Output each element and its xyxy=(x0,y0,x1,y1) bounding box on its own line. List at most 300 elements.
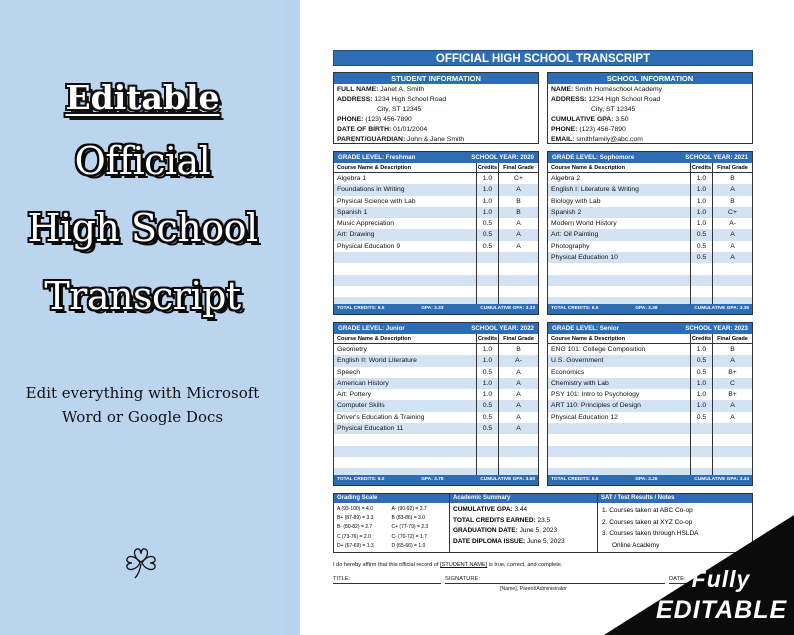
grade-block-heading xyxy=(334,323,538,334)
student-parent-label: PARENT/GUARDIAN: xyxy=(337,135,406,143)
promo-subtitle-line-1: Edit everything with Microsoft xyxy=(25,384,260,402)
course-grade: A xyxy=(516,242,521,250)
school-phone-label: PHONE: xyxy=(551,125,578,133)
grade-column-header: Final Grade xyxy=(717,336,748,342)
student-name xyxy=(337,85,535,95)
course-grade: B xyxy=(730,175,735,182)
course-name: Speech xyxy=(334,367,477,378)
school-address-line-1: 1234 High School Road xyxy=(588,95,661,103)
course-grade xyxy=(499,286,538,297)
course-row xyxy=(548,446,752,457)
course-name: Spanish 1 xyxy=(334,207,477,218)
course-row xyxy=(548,275,752,286)
summary-graduation-value: June 5, 2023 xyxy=(519,527,558,535)
course-credits: 1.0 xyxy=(477,355,499,366)
course-name: Photography xyxy=(548,241,691,252)
term-gpa: GPA: 3.78 xyxy=(421,477,444,482)
credits-column-header: Credits xyxy=(691,336,712,342)
date-label: DATE: xyxy=(669,576,686,582)
course-row xyxy=(548,173,752,184)
promo-subtitle xyxy=(0,381,285,429)
signer-name: [Name], Parent/Administrator xyxy=(500,586,567,592)
course-list xyxy=(548,173,752,309)
course-table-header xyxy=(548,163,752,173)
course-grade: A xyxy=(730,413,735,421)
grading-scale-left xyxy=(337,505,392,551)
school-gpa-label: CUMULATIVE GPA: xyxy=(551,115,614,123)
course-grade xyxy=(499,263,538,274)
course-name: ENG 101: College Composition xyxy=(548,344,691,355)
school-email-label: EMAIL: xyxy=(551,135,575,143)
grade-column-header: Final Grade xyxy=(503,336,534,342)
course-row xyxy=(334,423,538,434)
promo-title-line-1: Official xyxy=(74,139,211,183)
course-name: Physical Education 10 xyxy=(548,252,691,263)
grading-scale-box xyxy=(334,494,450,552)
course-credits: 0.5 xyxy=(691,367,713,378)
course-name: Economics xyxy=(548,367,691,378)
student-info-lines xyxy=(334,84,538,145)
academic-summary-lines xyxy=(450,503,597,549)
scale-entry: A- (90-92) = 3.7 xyxy=(391,506,427,512)
course-credits xyxy=(691,423,713,434)
course-credits: 0.5 xyxy=(691,355,713,366)
grade-block-heading xyxy=(334,152,538,163)
course-credits: 1.0 xyxy=(691,400,713,411)
student-name-label: FULL NAME: xyxy=(337,86,379,93)
course-grade xyxy=(713,286,752,297)
course-grade xyxy=(499,252,538,263)
course-grade xyxy=(499,457,538,468)
school-info-box xyxy=(547,72,753,144)
total-credits: TOTAL CREDITS: 6.5 xyxy=(551,306,599,311)
course-row xyxy=(334,275,538,286)
course-name: Modern World History xyxy=(548,218,691,229)
summary-credits-value: 23.5 xyxy=(537,516,551,524)
course-credits: 1.0 xyxy=(691,173,713,184)
term-gpa: GPA: 3.33 xyxy=(421,306,444,311)
course-row xyxy=(334,355,538,366)
promo-title-line-2: High School xyxy=(27,206,258,250)
course-credits: 1.0 xyxy=(691,207,713,218)
student-info-box xyxy=(333,72,539,144)
course-name: ART 110: Principles of Design xyxy=(548,400,691,411)
course-name xyxy=(548,446,691,457)
note-item: 2. Courses taken at XYZ Co-op xyxy=(602,518,693,526)
course-grade: B xyxy=(730,197,735,205)
course-grade xyxy=(499,446,538,457)
student-parent xyxy=(337,135,535,145)
course-column-header: Course Name & Description xyxy=(548,334,691,343)
affirmation-text-end: is true, correct, and complete. xyxy=(488,562,563,568)
grading-scale-list xyxy=(334,503,449,553)
grade-block-heading xyxy=(548,323,752,334)
grading-scale-heading: Grading Scale xyxy=(334,494,449,503)
course-grade xyxy=(499,275,538,286)
course-credits xyxy=(691,457,713,468)
total-credits: TOTAL CREDITS: 5.5 xyxy=(551,477,599,482)
course-grade xyxy=(713,275,752,286)
course-name xyxy=(334,286,477,297)
course-row xyxy=(548,355,752,366)
student-phone-label: PHONE: xyxy=(337,115,364,123)
promo-subtitle-line-2: Word or Google Docs xyxy=(61,408,224,426)
course-row xyxy=(548,389,752,400)
course-credits: 0.5 xyxy=(477,241,499,252)
course-row xyxy=(334,241,538,252)
student-phone-value: (123) 456-7890 xyxy=(365,115,412,123)
course-grade: A xyxy=(730,242,735,250)
school-year: SCHOOL YEAR: 2020 xyxy=(471,154,534,161)
title-label: TITLE: xyxy=(333,576,351,582)
course-grade: A xyxy=(516,368,521,376)
grade-block xyxy=(547,322,753,486)
course-grade: B+ xyxy=(728,391,737,399)
course-row xyxy=(548,229,752,240)
school-name xyxy=(551,85,749,95)
course-credits: 0.5 xyxy=(477,423,499,434)
cumulative-gpa: CUMULATIVE GPA: 3.44 xyxy=(694,477,749,482)
course-grade: A- xyxy=(729,220,736,228)
transcript-document xyxy=(333,50,753,592)
course-name: Physical Education 12 xyxy=(548,412,691,423)
course-credits: 1.0 xyxy=(691,389,713,400)
promo-title-line-3: Transcript xyxy=(44,274,241,318)
cumulative-gpa: CUMULATIVE GPA: 3.36 xyxy=(694,306,749,311)
grade-level: GRADE LEVEL: Senior xyxy=(552,325,620,332)
course-credits: 0.5 xyxy=(477,218,499,229)
course-grade: C xyxy=(730,379,735,387)
course-credits xyxy=(477,275,499,286)
school-gpa xyxy=(551,115,749,125)
course-credits: 1.0 xyxy=(477,344,499,355)
course-row xyxy=(334,286,538,297)
grade-row-bottom xyxy=(333,322,753,486)
school-address xyxy=(551,95,749,105)
summary-gpa-label: CUMULATIVE GPA: xyxy=(453,506,513,513)
school-name-label: NAME: xyxy=(551,86,574,93)
course-table-header xyxy=(548,334,752,344)
course-row xyxy=(334,389,538,400)
note-item: 1. Courses taken at ABC Co-op xyxy=(602,507,693,514)
course-credits: 0.5 xyxy=(691,412,713,423)
course-name xyxy=(334,457,477,468)
course-grade: A xyxy=(516,231,521,239)
course-column-header: Course Name & Description xyxy=(548,163,691,172)
editable-ribbon xyxy=(604,515,794,635)
summary-diploma xyxy=(453,537,594,548)
course-row xyxy=(548,252,752,263)
course-row xyxy=(548,412,752,423)
course-name: Foundations in Writing xyxy=(334,184,477,195)
note-item: 3. Courses taken through HSLDA xyxy=(602,530,699,538)
course-row xyxy=(548,423,752,434)
affirmation-student-name: [STUDENT NAME] xyxy=(440,562,488,568)
course-row xyxy=(334,446,538,457)
summary-credits xyxy=(453,516,594,527)
school-year: SCHOOL YEAR: 2022 xyxy=(471,325,534,332)
scale-entry: C+ (77-79) = 2.3 xyxy=(391,524,429,531)
school-gpa-value: 3.50 xyxy=(615,115,629,123)
grade-level: GRADE LEVEL: Freshman xyxy=(338,154,416,161)
cumulative-gpa: CUMULATIVE GPA: 3.33 xyxy=(480,306,535,311)
course-credits: 1.0 xyxy=(691,196,713,207)
summary-diploma-label: DATE DIPLOMA ISSUE: xyxy=(453,537,526,545)
student-info-heading: STUDENT INFORMATION xyxy=(334,73,538,84)
course-credits: 0.5 xyxy=(691,252,713,263)
course-grade xyxy=(713,434,752,445)
school-year: SCHOOL YEAR: 2023 xyxy=(685,325,748,332)
scale-entry: D+ (67-69) = 1.3 xyxy=(337,542,374,549)
course-row xyxy=(548,207,752,218)
course-credits xyxy=(477,434,499,445)
grade-block xyxy=(547,151,753,315)
grade-block xyxy=(333,322,539,486)
course-credits: 1.0 xyxy=(477,389,499,400)
course-name: English I: Literature & Writing xyxy=(548,184,691,195)
course-name: Algebra 1 xyxy=(334,173,477,184)
school-year: SCHOOL YEAR: 2021 xyxy=(685,154,748,161)
course-name: Biology with Lab xyxy=(548,196,691,207)
course-table-header xyxy=(334,163,538,173)
info-section xyxy=(333,72,753,144)
course-name xyxy=(334,275,477,286)
course-row xyxy=(334,263,538,274)
course-name: Algebra 2 xyxy=(548,173,691,184)
course-row xyxy=(334,173,538,184)
summary-graduation xyxy=(453,526,594,537)
summary-graduation-label: GRADUATION DATE: xyxy=(453,527,518,535)
school-email xyxy=(551,135,749,145)
course-grade: A xyxy=(516,413,521,421)
academic-summary-heading: Academic Summary xyxy=(450,494,597,503)
student-address-label: ADDRESS: xyxy=(337,95,373,103)
course-name xyxy=(548,423,691,434)
course-grade: B+ xyxy=(728,368,737,376)
grade-level: GRADE LEVEL: Junior xyxy=(338,325,405,332)
course-grade: B xyxy=(516,346,521,353)
course-name xyxy=(548,286,691,297)
student-name-value: Janet A. Smith xyxy=(380,86,425,93)
course-grade: A xyxy=(516,220,521,228)
course-credits xyxy=(691,263,713,274)
term-gpa: GPA: 3.26 xyxy=(635,477,658,482)
total-credits: TOTAL CREDITS: 5.5 xyxy=(337,306,385,311)
course-list xyxy=(334,344,538,480)
grade-level: GRADE LEVEL: Sophomore xyxy=(552,154,635,161)
transcript-title: OFFICIAL HIGH SCHOOL TRANSCRIPT xyxy=(333,50,753,66)
course-name xyxy=(548,275,691,286)
course-name: Art: Oil Painting xyxy=(548,229,691,240)
student-address-line-1: 1234 High School Road xyxy=(374,95,447,103)
course-row xyxy=(548,241,752,252)
student-dob xyxy=(337,125,535,135)
summary-gpa xyxy=(453,505,594,516)
course-name: Physical Science with Lab xyxy=(334,196,477,207)
course-row xyxy=(334,229,538,240)
course-grade: C+ xyxy=(728,208,737,216)
course-grade: B xyxy=(516,197,521,205)
student-dob-value: 01/01/2004 xyxy=(393,125,428,133)
course-name: Chemistry with Lab xyxy=(548,378,691,389)
course-name: Art: Drawing xyxy=(334,229,477,240)
course-name: U.S. Government xyxy=(548,355,691,366)
course-row xyxy=(334,400,538,411)
course-grade: A xyxy=(730,231,735,239)
course-credits: 0.5 xyxy=(691,241,713,252)
course-name: Spanish 2 xyxy=(548,207,691,218)
scale-entry: B- (80-82) = 2.7 xyxy=(337,524,373,531)
course-credits: 1.0 xyxy=(477,378,499,389)
course-name: Art: Pottery xyxy=(334,389,477,400)
course-credits: 1.0 xyxy=(691,184,713,195)
school-phone xyxy=(551,125,749,135)
course-credits: 1.0 xyxy=(691,344,713,355)
course-credits xyxy=(477,457,499,468)
course-grade: A xyxy=(516,391,521,399)
course-credits xyxy=(477,286,499,297)
course-row xyxy=(548,344,752,355)
summary-diploma-value: June 5, 2023 xyxy=(527,537,565,545)
grade-block-footer xyxy=(334,475,538,485)
course-row xyxy=(548,263,752,274)
student-parent-value: John & Jane Smith xyxy=(407,135,465,143)
grade-row-top xyxy=(333,151,753,315)
course-grade: B xyxy=(730,346,735,353)
student-phone xyxy=(337,115,535,125)
course-row xyxy=(334,207,538,218)
title-line xyxy=(333,576,441,584)
course-column-header: Course Name & Description xyxy=(334,163,477,172)
student-address xyxy=(337,95,535,105)
course-name xyxy=(548,263,691,274)
course-grade: C+ xyxy=(514,175,523,182)
course-row xyxy=(334,434,538,445)
promo-panel xyxy=(0,0,285,635)
grade-column-header: Final Grade xyxy=(717,165,748,171)
course-grade xyxy=(713,263,752,274)
course-grade: A xyxy=(730,254,735,262)
course-grade: A xyxy=(516,425,521,433)
course-grade xyxy=(499,434,538,445)
school-address-label: ADDRESS: xyxy=(551,95,587,103)
course-list xyxy=(548,344,752,480)
course-credits: 0.5 xyxy=(691,229,713,240)
course-credits: 0.5 xyxy=(477,412,499,423)
course-row xyxy=(548,378,752,389)
course-credits: 1.0 xyxy=(477,196,499,207)
grade-block-footer xyxy=(334,304,538,314)
cumulative-gpa: CUMULATIVE GPA: 3.50 xyxy=(480,477,535,482)
course-credits: 1.0 xyxy=(691,378,713,389)
ribbon-line-2: EDITABLE xyxy=(656,596,788,624)
course-grade: A xyxy=(516,402,521,410)
course-list xyxy=(334,173,538,309)
student-dob-label: DATE OF BIRTH: xyxy=(337,125,392,133)
course-grade: A xyxy=(516,186,521,194)
scale-entry: D (65-66) = 1.0 xyxy=(391,542,426,549)
school-phone-value: (123) 456-7890 xyxy=(579,125,626,133)
course-row xyxy=(548,400,752,411)
scale-entry: B+ (87-89) = 3.3 xyxy=(337,515,374,522)
course-row xyxy=(548,457,752,468)
course-row xyxy=(334,378,538,389)
school-address-line-2: City, ST 12345 xyxy=(591,105,636,113)
grade-block-heading xyxy=(548,152,752,163)
course-row xyxy=(334,252,538,263)
scale-entry: B (83-86) = 3.0 xyxy=(391,515,425,522)
course-grade: A xyxy=(730,357,735,365)
grading-scale-right xyxy=(392,505,447,551)
course-credits xyxy=(691,434,713,445)
note-item: Online Academy xyxy=(612,542,660,550)
course-row xyxy=(548,218,752,229)
course-grade xyxy=(713,446,752,457)
scale-entry: A (93-100) = 4.0 xyxy=(337,506,373,512)
course-row xyxy=(334,184,538,195)
ribbon-line-1: Fully xyxy=(691,566,751,592)
course-name xyxy=(334,252,477,263)
course-credits xyxy=(691,446,713,457)
course-grade: A xyxy=(516,379,521,387)
school-email-value: smithfamily@abc.com xyxy=(576,135,643,143)
grade-block-footer xyxy=(548,304,752,314)
course-name xyxy=(334,446,477,457)
credits-column-header: Credits xyxy=(691,165,712,171)
course-name: American History xyxy=(334,378,477,389)
course-row xyxy=(548,184,752,195)
course-row xyxy=(548,434,752,445)
course-credits: 0.5 xyxy=(477,229,499,240)
course-credits: 1.0 xyxy=(691,218,713,229)
course-credits: 1.0 xyxy=(477,184,499,195)
school-info-lines xyxy=(548,84,752,145)
promo-editable-heading: Editable xyxy=(65,78,220,117)
term-gpa: GPA: 3.38 xyxy=(635,306,658,311)
signature-label: SIGNATURE: xyxy=(445,576,480,582)
school-info-heading: SCHOOL INFORMATION xyxy=(548,73,752,84)
course-grade xyxy=(713,457,752,468)
course-row xyxy=(548,286,752,297)
course-row xyxy=(334,367,538,378)
course-credits: 1.0 xyxy=(477,173,499,184)
course-name: English II: World Literature xyxy=(334,355,477,366)
course-name: PSY 101: Intro to Psychology xyxy=(548,389,691,400)
course-grade: A xyxy=(730,402,735,410)
course-name: Geometry xyxy=(334,344,477,355)
course-name xyxy=(548,457,691,468)
course-name: Computer Skills xyxy=(334,400,477,411)
course-credits xyxy=(477,252,499,263)
credits-column-header: Credits xyxy=(477,336,498,342)
course-row xyxy=(548,196,752,207)
scale-entry: C (73-76) = 2.0 xyxy=(337,533,371,540)
clover-icon xyxy=(123,545,159,581)
course-credits xyxy=(691,275,713,286)
course-grade xyxy=(713,423,752,434)
course-credits xyxy=(691,286,713,297)
course-column-header: Course Name & Description xyxy=(334,334,477,343)
course-row xyxy=(548,367,752,378)
total-credits: TOTAL CREDITS: 6.0 xyxy=(337,477,385,482)
student-address-line-2: City, ST 12345 xyxy=(377,105,422,113)
course-name xyxy=(334,434,477,445)
course-name: Music Appreciation xyxy=(334,218,477,229)
summary-credits-label: TOTAL CREDITS EARNED: xyxy=(453,516,536,524)
course-grade: A xyxy=(730,186,735,194)
course-name: Physical Education 9 xyxy=(334,241,477,252)
course-table-header xyxy=(334,334,538,344)
